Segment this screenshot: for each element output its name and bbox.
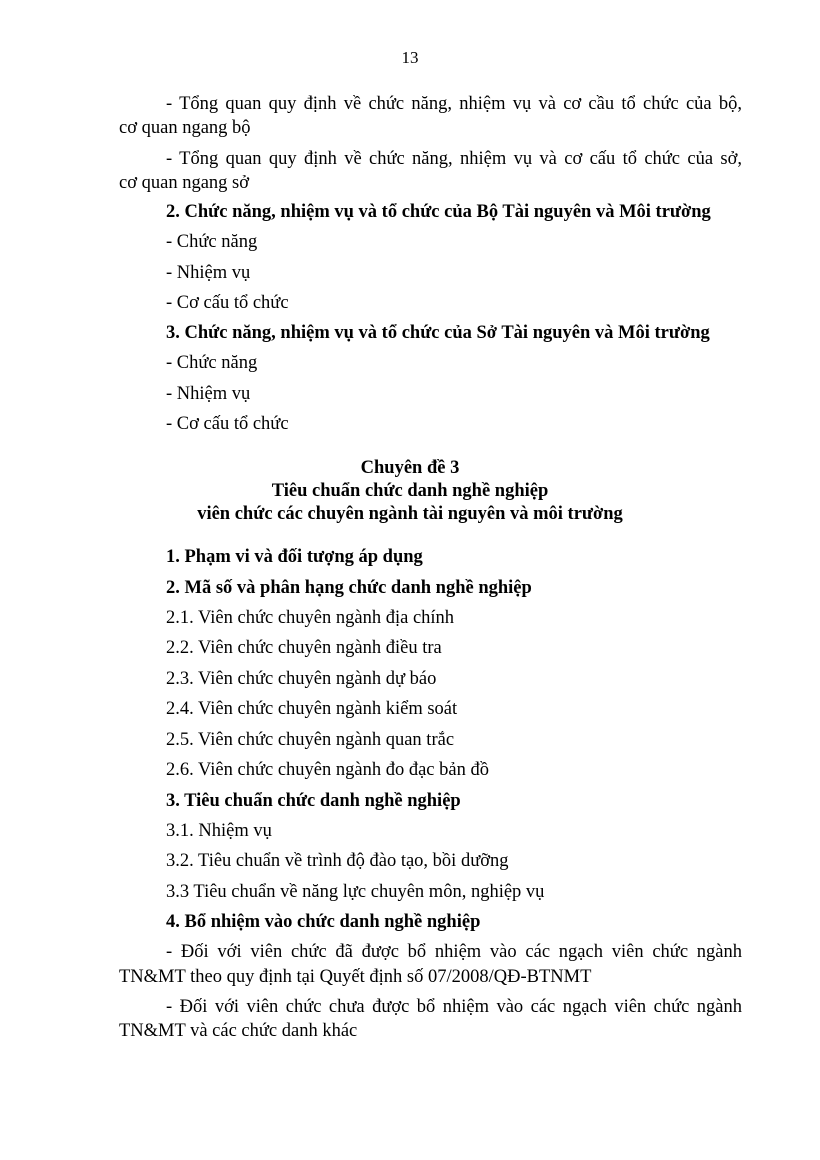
list-item: - Chức năng	[166, 232, 258, 252]
list-item: - Chức năng	[166, 353, 258, 373]
list-item: 2.3. Viên chức chuyên ngành dự báo	[166, 669, 437, 689]
section-heading: 3. Chức năng, nhiệm vụ và tổ chức của Sở Tài nguyên và Môi trường	[166, 323, 710, 343]
list-item: 3.2. Tiêu chuẩn về trình độ đào tạo, bồi dưỡng	[166, 851, 509, 871]
list-item: - Nhiệm vụ	[166, 263, 251, 283]
section-heading: 3. Tiêu chuẩn chức danh nghề nghiệp	[166, 791, 461, 811]
list-item: 2.2. Viên chức chuyên ngành điều tra	[166, 638, 442, 658]
page-number: 13	[401, 48, 419, 67]
paragraph-first-line: - Tổng quan quy định về chức năng, nhiệm vụ và cơ cầu tổ chức của bộ,	[166, 94, 742, 114]
section-heading: 2. Mã số và phân hạng chức danh nghề nghiệp	[166, 578, 532, 598]
list-item: 2.1. Viên chức chuyên ngành địa chính	[166, 608, 455, 628]
paragraph-continuation: TN&MT theo quy định tại Quyết định số 07/2008/QĐ-BTNMT	[119, 967, 592, 987]
list-item: - Nhiệm vụ	[166, 384, 251, 404]
paragraph-continuation: TN&MT và các chức danh khác	[119, 1021, 358, 1041]
section-heading: 2. Chức năng, nhiệm vụ và tổ chức của Bộ Tài nguyên và Môi trường	[166, 202, 711, 222]
list-item: - Cơ cấu tổ chức	[166, 414, 289, 434]
paragraph-continuation: cơ quan ngang bộ	[119, 118, 251, 138]
paragraph-first-line: - Đối với viên chức chưa được bổ nhiệm vào các ngạch viên chức ngành	[166, 997, 742, 1017]
list-item: 2.4. Viên chức chuyên ngành kiểm soát	[166, 699, 458, 719]
topic-title: Chuyên đề 3	[360, 458, 460, 478]
paragraph-first-line: - Đối với viên chức đã được bổ nhiệm vào các ngạch viên chức ngành	[166, 942, 742, 962]
topic-subtitle: Tiêu chuẩn chức danh nghề nghiệp	[271, 481, 549, 501]
list-item: 3.1. Nhiệm vụ	[166, 821, 272, 841]
list-item: - Cơ cấu tổ chức	[166, 293, 289, 313]
list-item: 3.3 Tiêu chuẩn về năng lực chuyên môn, nghiệp vụ	[166, 882, 545, 902]
list-item: 2.6. Viên chức chuyên ngành đo đạc bản đồ	[166, 760, 489, 780]
section-heading: 4. Bổ nhiệm vào chức danh nghề nghiệp	[166, 912, 481, 932]
paragraph-continuation: cơ quan ngang sở	[119, 173, 250, 193]
topic-subtitle: viên chức các chuyên ngành tài nguyên và môi trường	[197, 504, 623, 524]
paragraph-first-line: - Tổng quan quy định về chức năng, nhiệm vụ và cơ cấu tổ chức của sở,	[166, 149, 742, 169]
section-heading: 1. Phạm vi và đối tượng áp dụng	[166, 547, 423, 567]
list-item: 2.5. Viên chức chuyên ngành quan trắc	[166, 730, 455, 750]
